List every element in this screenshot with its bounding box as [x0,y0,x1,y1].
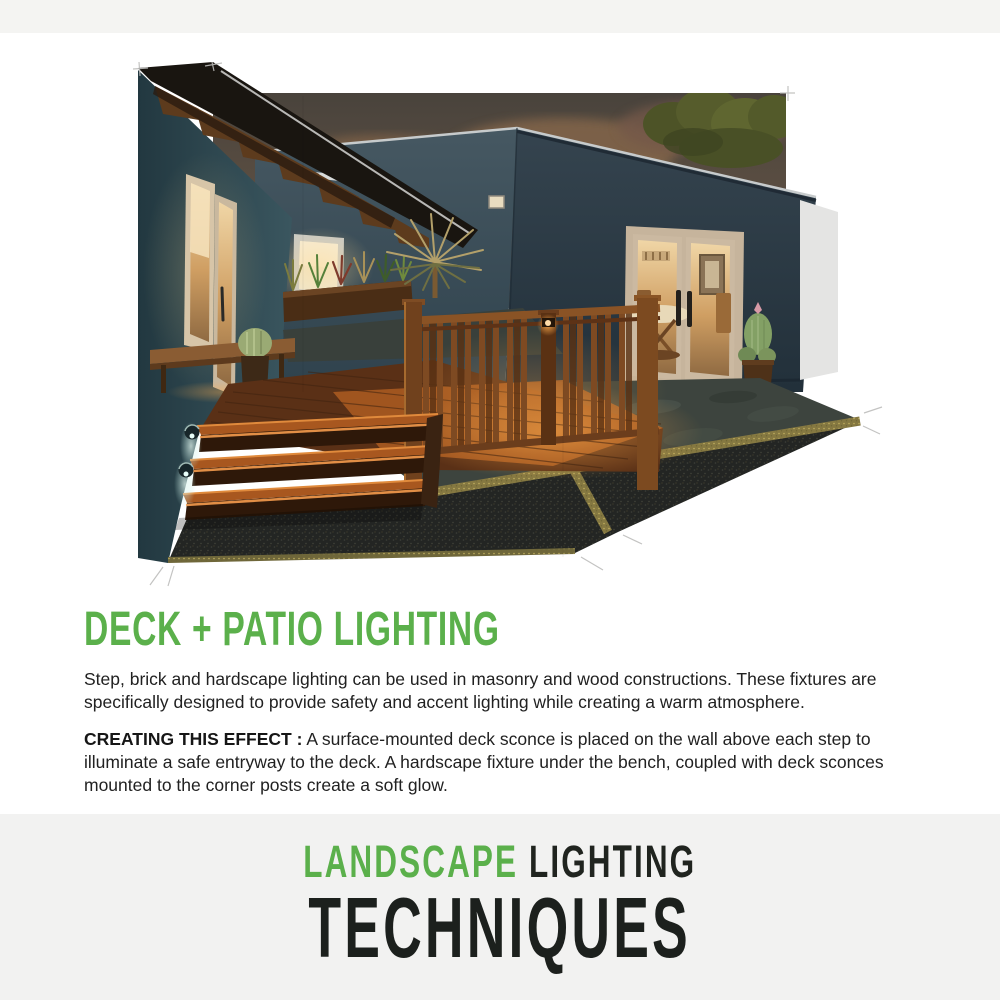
door-handle-left [676,290,681,326]
door-handle-right [687,291,692,327]
side-panel [800,200,838,380]
deck-stairs [175,414,443,530]
brand-title-line [0,881,1000,976]
wall-door [213,194,237,396]
top-strip [0,0,1000,33]
deck-patio-illustration [133,62,943,587]
brand-block [0,836,1000,976]
brand-word-landscape: LANDSCAPE [303,836,519,887]
gable-vent [489,196,504,208]
brand-line [0,836,1000,887]
wall-window [184,174,215,352]
effect-label: CREATING THIS EFFECT : [84,729,303,750]
brand-word-lighting: LIGHTING [518,836,697,887]
page-title: DECK + PATIO LIGHTING [84,603,500,656]
effect-paragraph [84,728,924,797]
illustration-svg [133,62,943,587]
effect-text: A surface-mounted deck sconce is placed on the wall above each step to illuminate a safe entryway to the deck. A hardscape fixture under the bench, coupled with deck sconces mounted to the corner posts create a soft glow. [84,729,884,796]
brand-title: TECHNIQUES [308,881,692,976]
intro-paragraph: Step, brick and hardscape lighting can be used in masonry and wood constructions. These fixtures are specifically designed to provide safety and accent lighting while creating a warm atmosphere. [84,669,877,713]
post-sconce [537,314,559,336]
text-section [84,603,924,797]
step-sconce-2 [174,460,196,508]
door-handle [222,288,223,320]
